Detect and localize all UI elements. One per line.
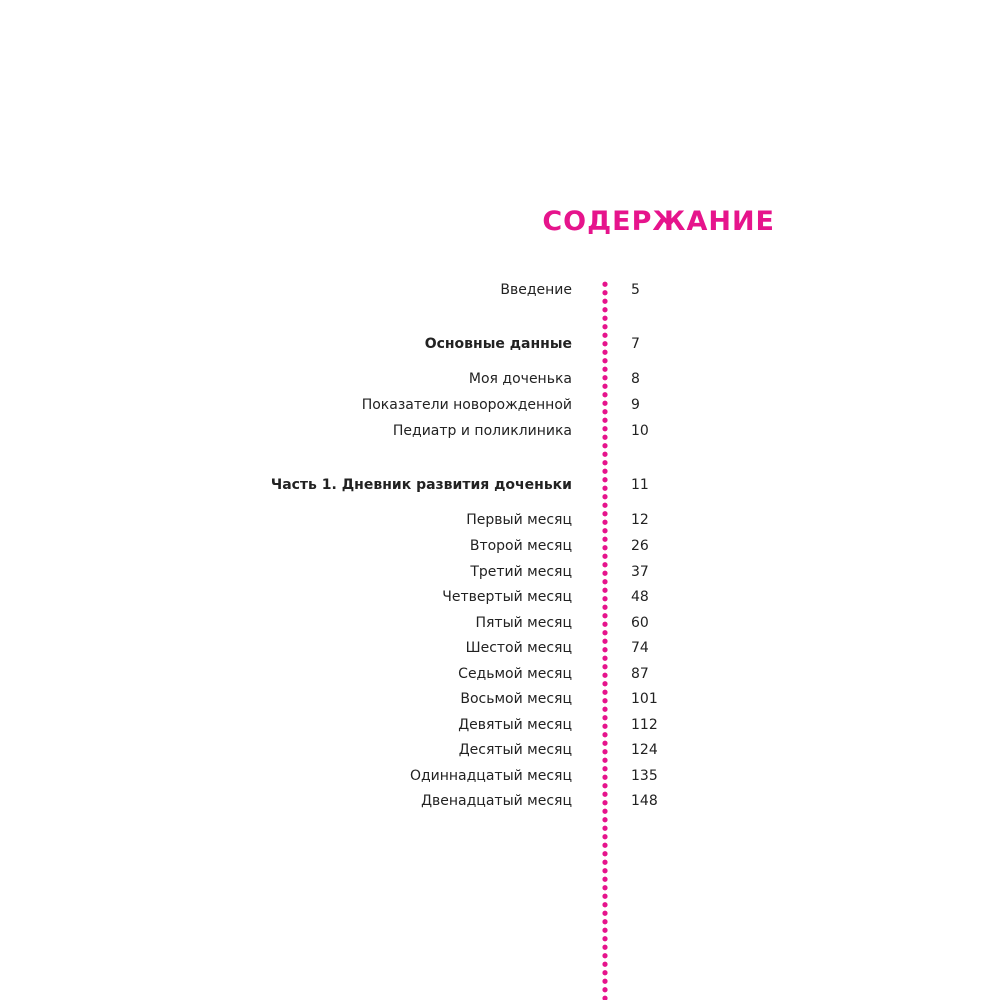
toc-entry-page: 12 [631, 512, 649, 528]
toc-entry-month-1[interactable] [0, 509, 1000, 531]
toc-entry-label: Шестой месяц [465, 640, 572, 656]
toc-entry-month-6[interactable] [0, 637, 1000, 659]
toc-entry-page: 37 [631, 564, 649, 580]
toc-entry-page: 148 [631, 793, 658, 809]
toc-entry-my-daughter[interactable] [0, 368, 1000, 390]
toc-entry-label: Показатели новорожденной [361, 397, 572, 413]
toc-entry-month-4[interactable] [0, 586, 1000, 608]
toc-entry-label: Педиатр и поликлиника [392, 423, 572, 439]
toc-entry-label: Двенадцатый месяц [421, 793, 572, 809]
toc-entry-label: Пятый месяц [475, 615, 572, 631]
toc-entry-label: Третий месяц [470, 564, 572, 580]
toc-entry-label: Основные данные [424, 336, 572, 352]
toc-entry-month-5[interactable] [0, 612, 1000, 634]
toc-entry-pediatrician[interactable] [0, 420, 1000, 442]
toc-entry-page: 60 [631, 615, 649, 631]
toc-entry-label: Девятый месяц [458, 717, 572, 733]
toc-entry-page: 74 [631, 640, 649, 656]
toc-entry-page: 87 [631, 666, 649, 682]
toc-entry-label: Одиннадцатый месяц [409, 768, 572, 784]
toc-entry-month-9[interactable] [0, 714, 1000, 736]
toc-entry-page: 135 [631, 768, 658, 784]
toc-entry-page: 7 [631, 336, 640, 352]
page-title: СОДЕРЖАНИЕ [542, 206, 775, 237]
toc-entry-month-10[interactable] [0, 739, 1000, 761]
toc-entry-newborn-stats[interactable] [0, 394, 1000, 416]
toc-entry-page: 10 [631, 423, 649, 439]
toc-entry-page: 5 [631, 282, 640, 298]
toc-entry-page: 26 [631, 538, 649, 554]
toc-entry-label: Часть 1. Дневник развития доченьки [270, 477, 572, 493]
toc-entry-page: 11 [631, 477, 649, 493]
toc-entry-label: Четвертый месяц [442, 589, 572, 605]
toc-entry-part-1[interactable] [0, 474, 1000, 496]
toc-entry-label: Первый месяц [466, 512, 572, 528]
toc-entry-introduction[interactable] [0, 279, 1000, 301]
toc-entry-label: Введение [500, 282, 572, 298]
toc-entry-page: 9 [631, 397, 640, 413]
toc-entry-label: Десятый месяц [458, 742, 572, 758]
toc-entry-label: Моя доченька [468, 371, 572, 387]
toc-entry-month-11[interactable] [0, 765, 1000, 787]
toc-entry-label: Седьмой месяц [458, 666, 572, 682]
toc-entry-page: 101 [631, 691, 658, 707]
toc-entry-month-3[interactable] [0, 561, 1000, 583]
toc-entry-page: 8 [631, 371, 640, 387]
toc-entry-month-8[interactable] [0, 688, 1000, 710]
toc-entry-basic-data[interactable] [0, 333, 1000, 355]
toc-entry-page: 48 [631, 589, 649, 605]
toc-entry-label: Восьмой месяц [460, 691, 572, 707]
toc-entry-page: 112 [631, 717, 658, 733]
toc-entry-month-12[interactable] [0, 790, 1000, 812]
toc-entry-label: Второй месяц [469, 538, 572, 554]
toc-entry-page: 124 [631, 742, 658, 758]
toc-entry-month-7[interactable] [0, 663, 1000, 685]
toc-entry-month-2[interactable] [0, 535, 1000, 557]
